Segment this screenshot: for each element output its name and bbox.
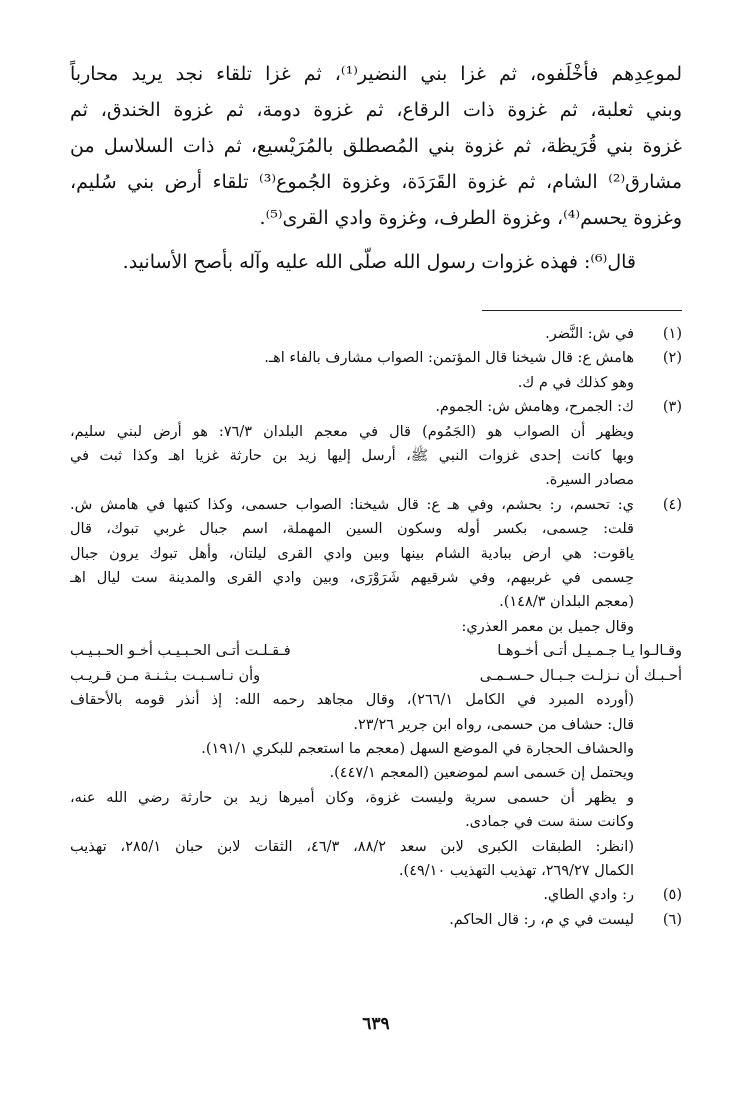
footnote-line: ر: وادي الطاي. bbox=[543, 887, 634, 904]
footnote-6 bbox=[70, 908, 682, 932]
footnote-number: (١) bbox=[662, 326, 682, 342]
footnote-line: و يظهر أن حسمى سرية وليست غزوة، وكان أميرها زيد بن حارثة رضي الله عنه، bbox=[70, 789, 634, 806]
poem-hemistich-left: وأن نـاسـبـت بـثـنـة مـن قـريـب bbox=[70, 667, 261, 684]
footnote-4-continued bbox=[70, 688, 682, 883]
poem-verse bbox=[70, 664, 682, 688]
main-text bbox=[70, 56, 682, 236]
footnote-5 bbox=[70, 883, 682, 907]
footnote-line: في ش: النَّضر. bbox=[545, 326, 634, 342]
footnote-line: والحشاف الحجارة في الموضع السهل (معجم ما استعجم للبكري ١٩١/١). bbox=[201, 740, 634, 757]
footnote-line: قال: حشاف من حسمى، رواه ابن جرير ٢٣/٢٦. bbox=[353, 716, 634, 733]
footnote-line: وكانت سنة ست في جمادى. bbox=[465, 814, 634, 831]
footnote-number: (٥) bbox=[662, 887, 682, 904]
poem-hemistich-right: وقـالـوا يـا جـمـيـل أتـى أخـوهـا bbox=[497, 643, 682, 660]
footnote-number: (٢) bbox=[662, 350, 682, 367]
footnote-line: وقال جميل بن معمر العذري: bbox=[461, 618, 634, 635]
footnote-line: (أورده المبرد في الكامل ٢٦٦/١)، وقال مجاهد رحمه الله: إذ أنذر قومه بالأحقاف bbox=[70, 692, 634, 709]
footnote-line: (معجم البلدان ١٤٨/٣). bbox=[499, 594, 634, 611]
main-line: لموعِدِهم فأخْلَفوه، ثم غزا بني النضير⁽¹⁾، ثم غزا تلقاء نجد يريد محارباً bbox=[70, 63, 682, 85]
footnote-line: وبها كانت إحدى غزوات النبي ﷺ، أرسل إليها زيد بن حارثة غزيا اهـ وكذا ثبت في bbox=[70, 448, 634, 465]
footnote-line: ليست في ي م، ر: قال الحاكم. bbox=[449, 911, 634, 928]
footnote-1 bbox=[70, 322, 682, 346]
footnote-line: ويحتمل إن حَسمى اسم لموضعين (المعجم ٤٤٧/١). bbox=[329, 765, 634, 782]
main-line: غزوة بني قُرَيظة، ثم غزوة بني المُصطلق بالمُرَيْسيع، ثم ذات السلاسل من bbox=[70, 135, 682, 157]
footnote-line: وهو كذلك في م ك. bbox=[517, 374, 634, 391]
main-line: وبني ثعلبة، ثم غزوة ذات الرقاع، ثم غزوة دومة، ثم غزوة الخندق، ثم bbox=[70, 99, 682, 121]
footnote-separator bbox=[482, 310, 682, 311]
footnote-2 bbox=[70, 346, 682, 395]
footnote-3 bbox=[70, 395, 682, 493]
main-line: وغزوة يحسم⁽⁴⁾، وغزوة الطرف، وغزوة وادي القرى⁽⁵⁾. bbox=[259, 207, 682, 229]
footnote-line: (انظر: الطبقات الكبرى لابن سعد ٨٨/٢، ٤٦/٣، الثقات لابن حبان ٢٨٥/١، تهذيب bbox=[70, 838, 634, 855]
poem-hemistich-right: أحـبـك أن نـزلـت جـبـال حـسـمـى bbox=[479, 667, 682, 684]
footnote-line: حِسمى في غربيهم، وفي شرقيهم شَرَوْرَى، وبين وادي القرى والمدينة ست ليال اهـ bbox=[70, 570, 634, 587]
page-number: ٦٣٩ bbox=[362, 1014, 390, 1034]
footnote-line: ي: تحسم، ر: بحشم، وفي هـ ع: قال شيخنا: الصواب حسمى، وكذا كتبها في هامش ش. bbox=[70, 496, 634, 513]
footnote-line: هامش ع: قال شيخنا قال المؤتمن: الصواب مشارف بالفاء اهـ. bbox=[264, 350, 634, 367]
footnote-4 bbox=[70, 493, 682, 639]
footnotes bbox=[70, 322, 682, 932]
footnote-line: قلت: حِسمى، بكسر أوله وسكون السين المهملة، اسم جبال غربي تبوك، قال bbox=[70, 521, 634, 538]
footnote-number: (٤) bbox=[662, 496, 682, 513]
footnote-number: (٦) bbox=[662, 911, 682, 928]
book-page bbox=[70, 56, 682, 1066]
footnote-number: (٣) bbox=[662, 399, 682, 416]
poem-verse bbox=[70, 639, 682, 663]
footnote-line: مصادر السيرة. bbox=[545, 472, 634, 489]
footnote-line: ياقوت: هي ارض ببادية الشام بينها وبين وادي القرى ليلتان، وأهل تبوك يرون جبال bbox=[70, 545, 634, 562]
footnote-line: ويظهر أن الصواب هو (الجَمُوم) قال في معجم البلدان ٧٦/٣: هو أرض لبني سليم، bbox=[70, 423, 634, 440]
closing-statement: قال⁽⁶⁾: فهذه غزوات رسول الله صلّى الله عليه وآله بأصح الأسانيد. bbox=[122, 251, 636, 273]
main-line: مشارق⁽²⁾ الشام، ثم غزوة القَرَدَة، وغزوة الجُموع⁽³⁾ تلقاء أرض بني سُليم، bbox=[70, 171, 682, 193]
footnote-line: الكمال ٢٦٩/٢٧، تهذيب التهذيب ٤٩/١٠). bbox=[398, 862, 634, 879]
footnote-line: ك: الجمرح، وهامش ش: الجموم. bbox=[435, 399, 634, 416]
poem-hemistich-left: فـقـلـت أتـى الحـبـيـب أخـو الحـبـيـب bbox=[70, 643, 291, 660]
